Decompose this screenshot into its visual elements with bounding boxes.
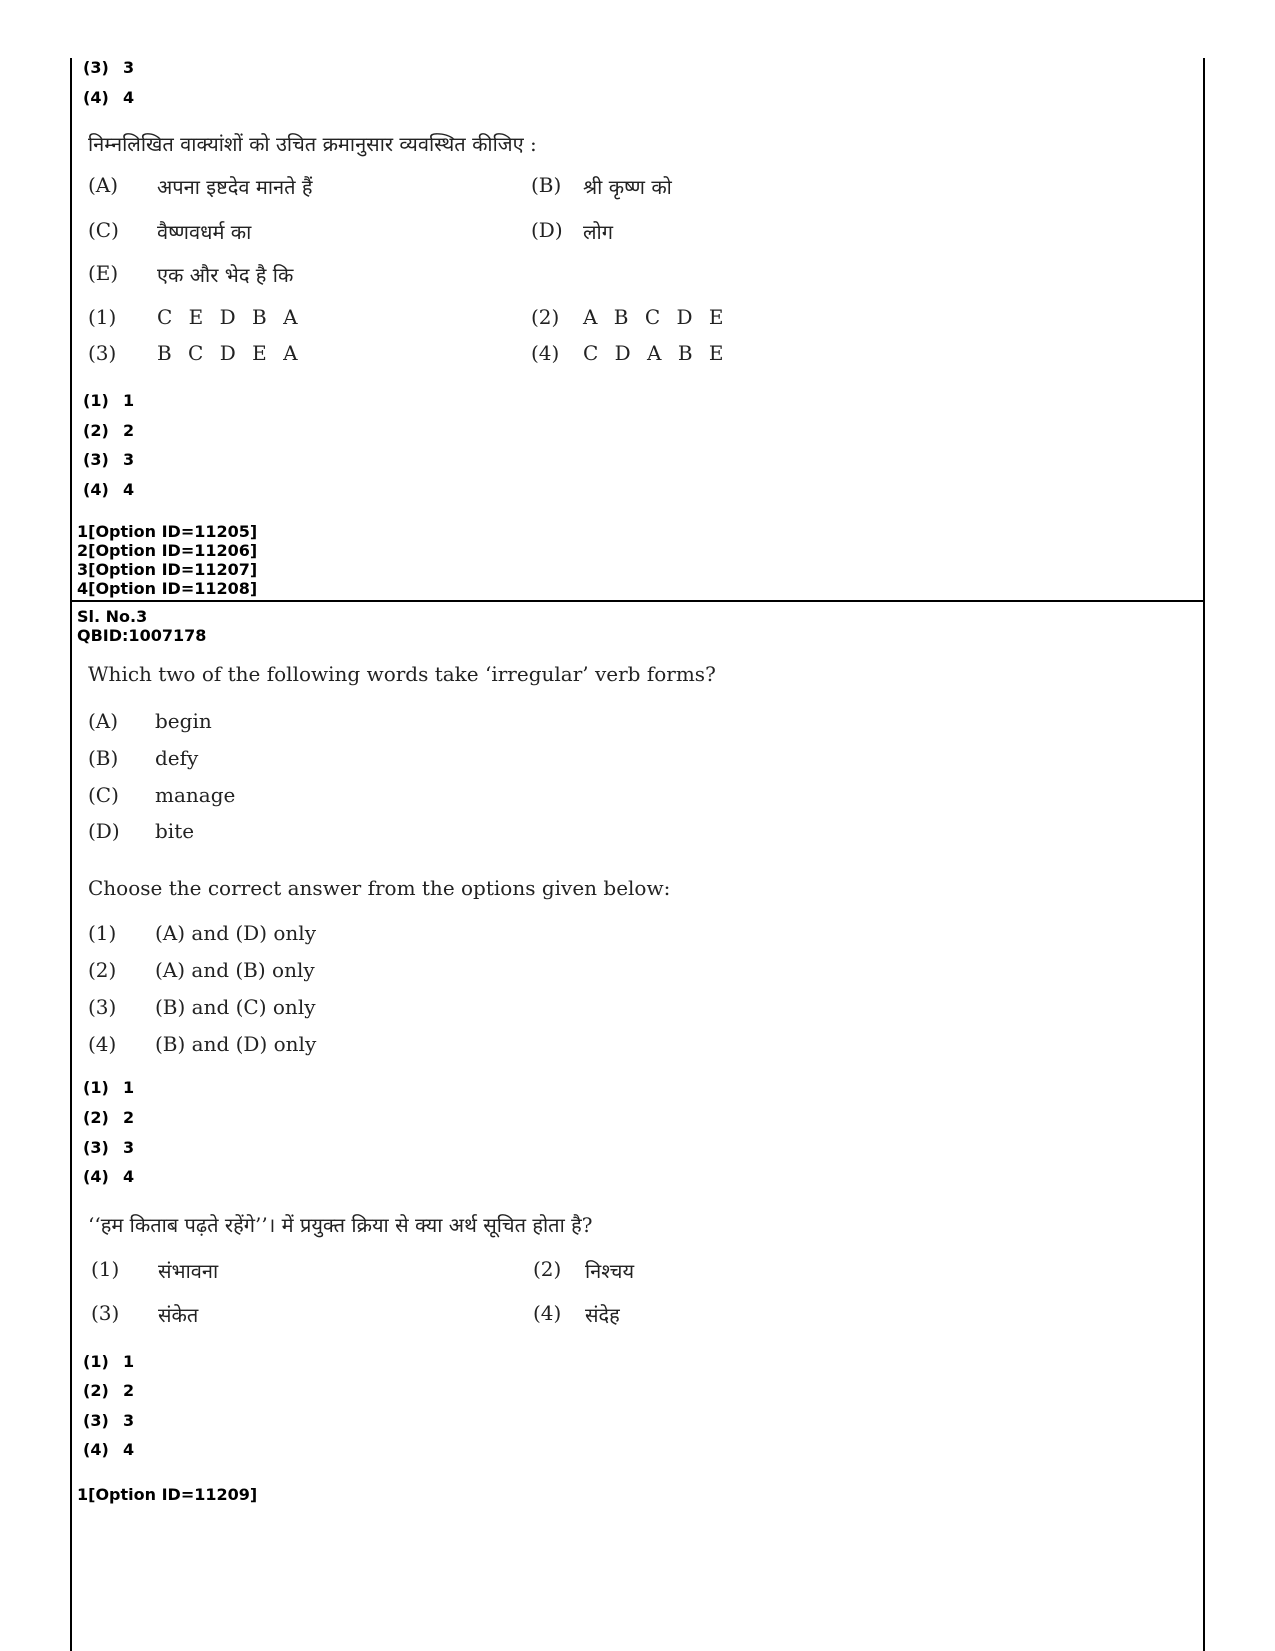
item-label: (C) — [88, 218, 119, 242]
answer-number: (1) — [83, 391, 109, 410]
answer-value: 1 — [123, 1078, 135, 1097]
answer-number: (4) — [83, 480, 109, 499]
item-text: begin — [155, 709, 212, 733]
answer-number: (2) — [83, 1381, 109, 1400]
option-label: (3) — [88, 341, 117, 365]
answer-row — [83, 1352, 134, 1371]
question-text: Which two of the following words take ‘irregular’ verb forms? — [88, 662, 716, 686]
option-text: संदेह — [585, 1303, 620, 1327]
answer-value: 4 — [123, 480, 135, 499]
item-text: एक और भेद है कि — [157, 263, 294, 287]
answer-number: (3) — [83, 1138, 109, 1157]
option-label: (4) — [88, 1032, 117, 1056]
option-text: निश्चय — [585, 1259, 635, 1283]
item-label: (D) — [88, 819, 120, 843]
option-label: (3) — [88, 995, 117, 1019]
answer-value: 1 — [123, 1352, 135, 1371]
answer-value: 3 — [123, 450, 135, 469]
answer-number: (3) — [83, 450, 109, 469]
answer-number: (3) — [83, 1411, 109, 1430]
item-text: अपना इष्टदेव मानते हैं — [157, 175, 313, 199]
answer-number: (3) — [83, 58, 109, 77]
option-text: (B) and (D) only — [155, 1032, 317, 1056]
item-label: (A) — [88, 173, 119, 197]
option-id: 2[Option ID=11206] — [77, 541, 258, 560]
answer-row — [83, 391, 134, 410]
item-label: (E) — [88, 261, 119, 285]
option-text: A B C D E — [583, 305, 729, 329]
item-label: (B) — [531, 173, 562, 197]
item-text: defy — [155, 746, 199, 770]
answer-value: 4 — [123, 88, 135, 107]
item-text: लोग — [583, 220, 613, 244]
option-label: (4) — [531, 341, 560, 365]
question-text: ‘‘हम किताब पढ़ते रहेंगे’’। में प्रयुक्त क्रिया से क्या अर्थ सूचित होता है? — [88, 1213, 593, 1237]
option-label: (1) — [88, 921, 117, 945]
option-label: (1) — [88, 305, 117, 329]
answer-row — [83, 1381, 134, 1400]
option-id: 1[Option ID=11205] — [77, 522, 258, 541]
answer-row — [83, 88, 134, 107]
answer-number: (4) — [83, 88, 109, 107]
answer-value: 2 — [123, 421, 135, 440]
question-text: निम्नलिखित वाक्यांशों को उचित क्रमानुसार व्यवस्थित कीजिए : — [88, 132, 537, 156]
answer-value: 1 — [123, 391, 135, 410]
option-text: C E D B A — [157, 305, 303, 329]
item-text: श्री कृष्ण को — [583, 175, 672, 199]
answer-number: (2) — [83, 421, 109, 440]
option-label: (2) — [88, 958, 117, 982]
option-text: B C D E A — [157, 341, 303, 365]
answer-row — [83, 450, 134, 469]
option-text: संभावना — [158, 1259, 219, 1283]
option-text: (A) and (D) only — [155, 921, 316, 945]
option-label: (2) — [531, 305, 560, 329]
option-text: C D A B E — [583, 341, 729, 365]
answer-value: 4 — [123, 1167, 135, 1186]
answer-row — [83, 1108, 134, 1127]
item-label: (D) — [531, 218, 563, 242]
answer-value: 4 — [123, 1440, 135, 1459]
option-id: 4[Option ID=11208] — [77, 579, 258, 598]
answer-row — [83, 421, 134, 440]
option-text: (A) and (B) only — [155, 958, 315, 982]
answer-row — [83, 1440, 134, 1459]
option-label: (4) — [533, 1301, 562, 1325]
answer-number: (1) — [83, 1352, 109, 1371]
option-id: 3[Option ID=11207] — [77, 560, 258, 579]
answer-value: 2 — [123, 1381, 135, 1400]
item-text: manage — [155, 783, 236, 807]
answer-row — [83, 1167, 134, 1186]
option-text: (B) and (C) only — [155, 995, 316, 1019]
item-text: वैष्णवधर्म का — [157, 220, 252, 244]
question-bank-id: QBID:1007178 — [77, 626, 207, 645]
answer-value: 3 — [123, 58, 135, 77]
answer-number: (2) — [83, 1108, 109, 1127]
answer-row — [83, 480, 134, 499]
answer-row — [83, 1411, 134, 1430]
answer-value: 3 — [123, 1411, 135, 1430]
serial-number: Sl. No.3 — [77, 607, 148, 626]
option-label: (1) — [91, 1257, 120, 1281]
item-label: (C) — [88, 783, 119, 807]
option-label: (3) — [91, 1301, 120, 1325]
question-divider — [70, 600, 1205, 602]
option-id: 1[Option ID=11209] — [77, 1485, 258, 1504]
answer-value: 3 — [123, 1138, 135, 1157]
item-label: (B) — [88, 746, 119, 770]
answer-row — [83, 58, 134, 77]
answer-number: (1) — [83, 1078, 109, 1097]
option-text: संकेत — [158, 1303, 199, 1327]
item-label: (A) — [88, 709, 119, 733]
page-frame — [70, 58, 1205, 1651]
instruction-text: Choose the correct answer from the options given below: — [88, 876, 671, 900]
option-label: (2) — [533, 1257, 562, 1281]
answer-number: (4) — [83, 1167, 109, 1186]
answer-row — [83, 1138, 134, 1157]
answer-value: 2 — [123, 1108, 135, 1127]
item-text: bite — [155, 819, 195, 843]
answer-number: (4) — [83, 1440, 109, 1459]
answer-row — [83, 1078, 134, 1097]
